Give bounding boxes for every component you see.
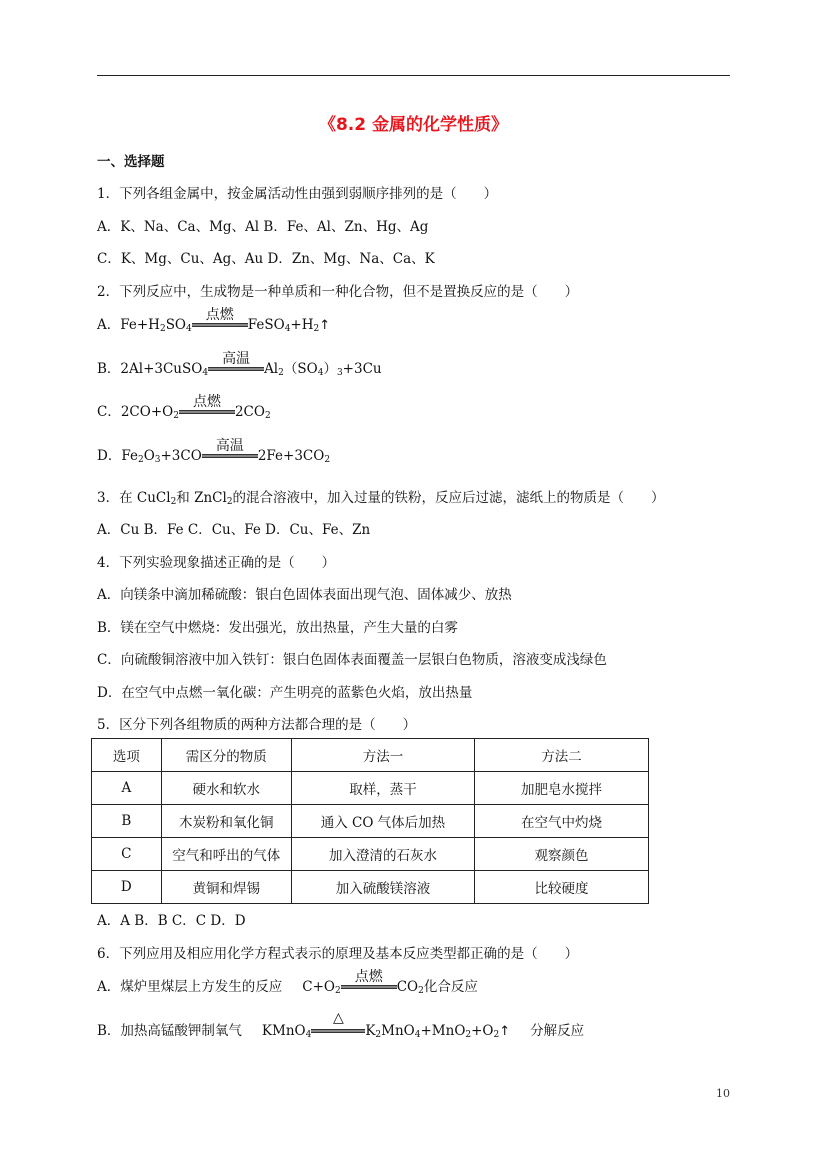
question-4-option-a: A．向镁条中滴加稀硫酸：银白色固体表面出现气泡、固体减少、放热 (97, 587, 512, 603)
table-cell: B (92, 805, 162, 838)
equation-right: $Al_2(SO_4)_3+3Cu$ (264, 361, 382, 378)
table-cell: C (92, 838, 162, 871)
comparison-table (91, 738, 649, 904)
document-title: 《8.2 金属的化学性质》 (318, 115, 509, 135)
reaction-condition: 点燃 (341, 966, 397, 996)
table-cell: 加入澄清的石灰水 (291, 838, 474, 871)
question-3-options: A．Cu B．Fe C．Cu、Fe D．Cu、Fe、Zn (97, 522, 371, 538)
reaction-type: 分解反应 (530, 1023, 585, 1039)
table-cell: 通入 CO 气体后加热 (291, 805, 474, 838)
question-2-option-a (97, 304, 330, 334)
reaction-condition: 高温 (208, 348, 264, 378)
question-1-options-ab: A．K、Na、Ca、Mg、Al B．Fe、Al、Zn、Hg、Ag (97, 219, 429, 235)
header-rule (97, 75, 730, 76)
question-4-option-b: B．镁在空气中燃烧：发出强光，放出热量，产生大量的白雾 (97, 620, 458, 636)
equation-right: $CO_2$ (396, 979, 424, 996)
question-4-option-c: C．向硫酸铜溶液中加入铁钉：银白色固体表面覆盖一层银白色物质，溶液变成浅绿色 (97, 652, 607, 668)
equation-right: $FeSO_4+H_2$ (247, 317, 320, 334)
table-header-cell: 需区分的物质 (161, 739, 291, 772)
reaction-condition: 高温 (202, 435, 258, 465)
table-row (92, 838, 649, 871)
table-header-cell: 选项 (92, 739, 162, 772)
equation-left: $2CO+O_2$ (120, 404, 179, 421)
reaction-type: 化合反应 (423, 979, 478, 995)
table-cell: 加入硫酸镁溶液 (291, 871, 474, 904)
table-cell: 在空气中灼烧 (474, 805, 648, 838)
page-number: 10 (716, 1087, 730, 1100)
gas-arrow-icon: ↑ (319, 318, 331, 333)
equation-left: KMnO$_4$ (261, 1023, 312, 1040)
table-cell: 比较硬度 (474, 871, 648, 904)
option-label: A． (97, 317, 121, 333)
gas-arrow-icon: ↑ (499, 1024, 511, 1039)
table-header-cell: 方法一 (291, 739, 474, 772)
table-cell: 加肥皂水搅拌 (474, 772, 648, 805)
question-2-stem: 2．下列反应中，生成物是一种单质和一种化合物，但不是置换反应的是（ ） (97, 284, 579, 300)
question-2-option-d: D．$Fe_2O_3+3CO$ 高温 $2Fe+3CO_2$ (97, 435, 330, 465)
table-header-cell: 方法二 (474, 739, 648, 772)
table-row (92, 805, 649, 838)
reaction-condition: 点燃 (192, 304, 248, 334)
table-header-row (92, 739, 649, 772)
question-4-option-d: D．在空气中点燃一氧化碳：产生明亮的蓝紫色火焰，放出热量 (97, 685, 473, 701)
question-2-option-b: B．2Al+3CuSO$_4$ 高温 $Al_2(SO_4)_3+3Cu$ (97, 348, 382, 378)
equation-right: $K_2MnO_4+MnO_2+O_2$ (365, 1023, 500, 1040)
table-cell: 黄铜和焊锡 (161, 871, 291, 904)
question-2-option-c: C．$2CO+O_2$ 点燃 $2CO_2$ (97, 391, 271, 421)
section-heading: 一、选择题 (97, 154, 165, 170)
table-cell: 取样，蒸干 (291, 772, 474, 805)
question-5-stem: 5．区分下列各组物质的两种方法都合理的是（ ） (97, 717, 417, 733)
equation-left: $Fe_2O_3+3CO$ (121, 448, 202, 465)
question-5-options: A．A B．B C．C D．D (97, 913, 246, 929)
table-cell: 硬水和软水 (161, 772, 291, 805)
question-6-stem: 6．下列应用及相应用化学方程式表示的原理及基本反应类型都正确的是（ ） (97, 946, 579, 962)
table-row (92, 772, 649, 805)
table-row (92, 871, 649, 904)
table-cell: 空气和呼出的气体 (161, 838, 291, 871)
equation-left: 2Al+3CuSO$_4$ (120, 361, 209, 378)
reaction-condition: △ (311, 1010, 365, 1040)
table-cell: 观察颜色 (474, 838, 648, 871)
question-1-options-cd: C．K、Mg、Cu、Ag、Au D．Zn、Mg、Na、Ca、K (97, 251, 435, 267)
equation-right: $2CO_2$ (234, 404, 271, 421)
table-cell: D (92, 871, 162, 904)
equation-left: $C+O_2$ (302, 979, 341, 996)
table-cell: A (92, 772, 162, 805)
reaction-condition: 点燃 (179, 391, 235, 421)
question-6-option-b: B．加热高锰酸钾制氧气 KMnO$_4$ △ $K_2MnO_4+MnO_2+O_2↑$ 分解反应 (97, 1010, 585, 1040)
question-6-option-a: A．煤炉里煤层上方发生的反应 $C+O_2$ 点燃 $CO_2$化合反应 (97, 966, 478, 996)
question-4-stem: 4．下列实验现象描述正确的是（ ） (97, 555, 336, 571)
table-cell: 木炭粉和氧化铜 (161, 805, 291, 838)
question-3-stem: 3．在 CuCl$_2$和 ZnCl$_2$的混合溶液中，加入过量的铁粉，反应后过滤，滤纸上的物质是（ ） (97, 490, 665, 507)
question-1-stem: 1．下列各组金属中，按金属活动性由强到弱顺序排列的是（ ） (97, 186, 498, 202)
equation-right: $2Fe+3CO_2$ (257, 448, 331, 465)
equation-left: $Fe+H_2SO_4$ (120, 317, 192, 334)
